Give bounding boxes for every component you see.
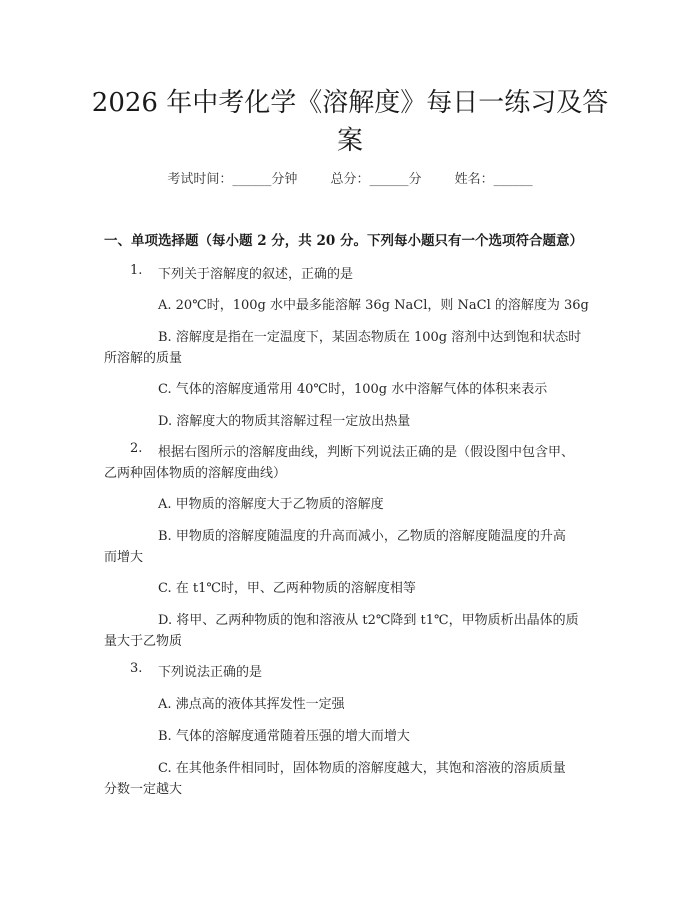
question-2-number: 2. [130, 441, 143, 456]
question-2-option-a: A. 甲物质的溶解度大于乙物质的溶解度 [158, 497, 384, 512]
score-label: 总分： [330, 172, 370, 187]
document-title [90, 84, 610, 160]
name-label: 姓名： [454, 172, 494, 187]
question-2-option-b-cont: 而增大 [104, 550, 144, 565]
question-3-option-a: A. 沸点高的液体其挥发性一定强 [158, 697, 345, 712]
time-label: 考试时间： [167, 172, 233, 187]
score-blank: ______ [369, 172, 409, 187]
question-1-text: 下列关于溶解度的叙述，正确的是 [158, 267, 354, 282]
question-2-text: 根据右图所示的溶解度曲线，判断下列说法正确的是（假设图中包含甲、 [158, 445, 575, 460]
time-blank: ______ [232, 172, 272, 187]
question-1-option-a: A. 20℃时，100g 水中最多能溶解 36g NaCl，则 NaCl 的溶解度为 36g [158, 298, 589, 313]
question-3-number: 3. [130, 661, 143, 676]
question-2-text-cont: 乙两种固体物质的溶解度曲线） [104, 466, 287, 481]
question-3-option-c-cont: 分数一定越大 [104, 782, 183, 797]
question-2-option-d: D. 将甲、乙两种物质的饱和溶液从 t2℃降到 t1℃，甲物质析出晶体的质 [158, 613, 579, 628]
question-1-option-d: D. 溶解度大的物质其溶解过程一定放出热量 [158, 414, 411, 429]
name-blank: ______ [493, 172, 533, 187]
question-1-number: 1. [130, 263, 143, 278]
title-line-2: 案 [336, 126, 363, 156]
question-2-option-d-cont: 量大于乙物质 [104, 634, 183, 649]
question-3-option-c: C. 在其他条件相同时，固体物质的溶解度越大，其饱和溶液的溶质质量 [158, 761, 566, 776]
score-unit: 分 [408, 172, 422, 187]
question-2-option-b: B. 甲物质的溶解度随温度的升高而减小，乙物质的溶解度随温度的升高 [158, 529, 566, 544]
section-title: 一、单项选择题（每小题 2 分，共 20 分。下列每小题只有一个选项符合题意） [104, 233, 583, 249]
question-1-option-b: B. 溶解度是指在一定温度下，某固态物质在 100g 溶剂中达到饱和状态时 [158, 330, 582, 345]
question-1-option-b-cont: 所溶解的质量 [104, 351, 183, 366]
question-2-option-c: C. 在 t1℃时，甲、乙两种物质的溶解度相等 [158, 581, 416, 596]
question-1-option-c: C. 气体的溶解度通常用 40℃时，100g 水中溶解气体的体积来表示 [158, 382, 548, 397]
time-unit: 分钟 [271, 172, 298, 187]
exam-info-row [0, 168, 700, 187]
question-3-text: 下列说法正确的是 [158, 665, 263, 680]
question-3-option-b: B. 气体的溶解度通常随着压强的增大而增大 [158, 729, 410, 744]
title-line-1: 2026 年中考化学《溶解度》每日一练习及答 [91, 88, 609, 118]
